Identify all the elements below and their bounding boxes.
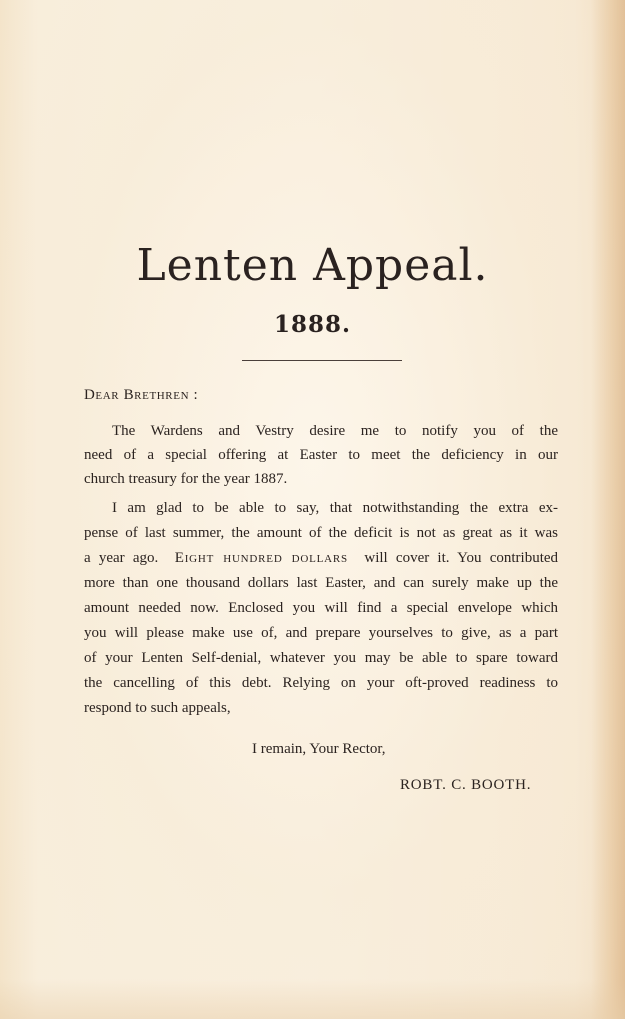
paragraph-2-line-6: you will please make use of, and prepare yourselves to give, as a part	[84, 625, 558, 641]
paragraph-2-line-4: more than one thousand dollars last Easter, and can surely make up the	[84, 575, 558, 591]
paragraph-2-line-1: I am glad to be able to say, that notwithstanding the extra ex-	[112, 500, 558, 516]
title-divider	[242, 360, 402, 361]
document-title: Lenten Appeal.	[136, 240, 489, 291]
paragraph-2-line-9: respond to such appeals,	[84, 700, 231, 716]
paragraph-2-line-5: amount needed now. Enclosed you will find a special envelope which	[84, 600, 558, 616]
paper-edge-stain	[591, 0, 625, 1019]
emphasized-amount: Eight hundred dollars	[174, 550, 348, 566]
salutation: Dear Brethren :	[84, 387, 199, 403]
paragraph-2-line-2: pense of last summer, the amount of the deficit is not as great as it was	[84, 525, 558, 541]
paragraph-2-line-7: of your Lenten Self-denial, whatever you may be able to spare toward	[84, 650, 558, 666]
signature: ROBT. C. BOOTH.	[400, 777, 532, 793]
paragraph-2-line-3-pre: a year ago.	[84, 550, 159, 566]
paragraph-2-line-8: the cancelling of this debt. Relying on your oft-proved readiness to	[84, 675, 558, 691]
document-year: 1888.	[273, 311, 352, 338]
paragraph-1-line-1: The Wardens and Vestry desire me to notify you of the	[112, 423, 558, 439]
paragraph-1-line-2: need of a special offering at Easter to meet the deficiency in our	[84, 447, 558, 463]
paragraph-2-line-3-post: will cover it. You contributed	[364, 550, 559, 566]
paragraph-2-line-3	[84, 548, 558, 568]
paper-bottom-stain	[0, 979, 625, 1019]
paragraph-1-line-3: church treasury for the year 1887.	[84, 471, 288, 487]
closing-line: I remain, Your Rector,	[252, 741, 386, 757]
